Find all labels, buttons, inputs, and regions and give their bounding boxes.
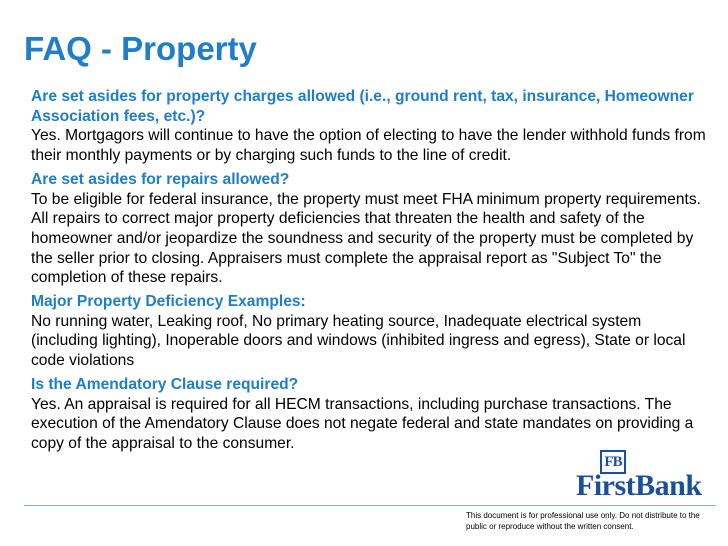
page-title: FAQ - Property	[24, 30, 257, 67]
footer-divider	[24, 505, 716, 506]
logo-wordmark: FirstBank	[576, 469, 702, 502]
faq-question: Are set asides for property charges allowed (i.e., ground rent, tax, insurance, Homeowner Association fees, etc.)?	[31, 88, 694, 125]
faq-question: Major Property Deficiency Examples:	[31, 293, 306, 311]
faq-question: Are set asides for repairs allowed?	[31, 170, 290, 188]
faq-list	[31, 87, 711, 458]
fb-monogram-icon: FB	[600, 450, 626, 474]
faq-item-deficiency-examples	[31, 292, 711, 371]
faq-item-amendatory-clause	[31, 375, 711, 454]
footer-disclaimer: This document is for professional use only. Do not distribute to the public or reproduce without the written consent.	[466, 511, 700, 531]
faq-item-set-asides-repairs	[31, 170, 711, 288]
faq-answer: Yes. An appraisal is required for all HECM transactions, including purchase transactions. The execution of the Amendatory Clause does not negate federal and state mandates on providing a copy of the appraisal to the consumer.	[31, 395, 694, 452]
faq-answer: No running water, Leaking roof, No primary heating source, Inadequate electrical system (including lighting), Inoperable doors and windows (inhibited ingress and egress), State or local code violations	[31, 312, 686, 370]
firstbank-logo	[576, 450, 716, 502]
faq-answer: Yes. Mortgagors will continue to have the option of electing to have the lender withhold funds from their monthly payments or by charging such funds to the line of credit.	[31, 127, 706, 165]
faq-question: Is the Amendatory Clause required?	[31, 375, 299, 393]
faq-item-set-asides-property-charges	[31, 87, 711, 166]
faq-answer: To be eligible for federal insurance, the property must meet FHA minimum property requirements. All repairs to correct major property deficiencies that threaten the health and safety of the homeowner and/or jeopardize the soundness and security of the property must be completed by the seller prior to closing. Appraisers must complete the appraisal report as "Subject To" the completion of these repairs.	[31, 190, 701, 287]
